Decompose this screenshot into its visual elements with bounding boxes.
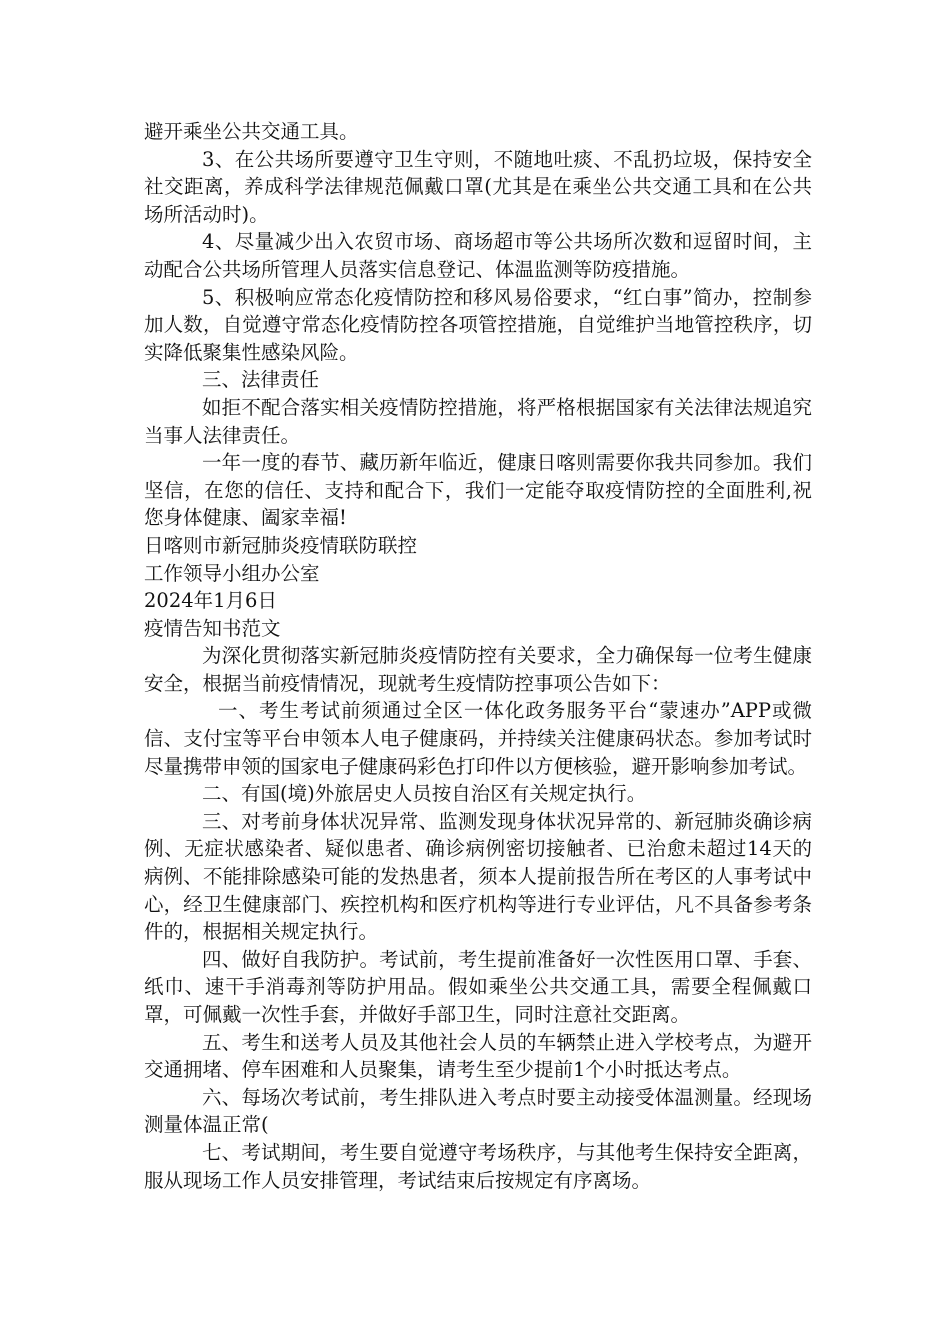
paragraph-rule-1: 一、考生考试前须通过全区一体化政务服务平台“蒙速办”APP或微信、支付宝等平台申领本人电子健康码，并持续关注健康码状态。参加考试时尽量携带申领的国家电子健康码彩色打印件以方便核验，避开影响参加考试。: [144, 699, 812, 778]
paragraph-rule-6: 六、每场次考试前，考生排队进入考点时要主动接受体温测量。经现场测量体温正常(: [144, 1085, 812, 1137]
paragraph-rule-5: 五、考生和送考人员及其他社会人员的车辆禁止进入学校考点，为避开交通拥堵、停车困难和人员聚集，请考生至少提前1个小时抵达考点。: [144, 1030, 812, 1082]
signature-office: 工作领导小组办公室: [144, 561, 320, 585]
paragraph-rule-3: 三、对考前身体状况异常、监测发现身体状况异常的、新冠肺炎确诊病例、无症状感染者、疑似患者、确诊病例密切接触者、已治愈未超过14天的病例、不能排除感染可能的发热患者，须本人提前报告所在考区的人事考试中心，经卫生健康部门、疾控机构和医疗机构等进行专业评估，凡不具备参考条件的，根据相关规定执行。: [144, 809, 812, 944]
document-title: 疫情告知书范文: [144, 616, 281, 640]
paragraph-rule-4: 四、做好自我防护。考试前，考生提前准备好一次性医用口罩、手套、纸巾、速干手消毒剂等防护用品。假如乘坐公共交通工具，需要全程佩戴口罩，可佩戴一次性手套，并做好手部卫生，同时注意社交距离。: [144, 947, 812, 1026]
section-heading-legal-responsibility: 三、法律责任: [202, 368, 320, 392]
paragraph-rule-7: 七、考试期间，考生要自觉遵守考场秩序，与其他考生保持安全距离，服从现场工作人员安排管理，考试结束后按规定有序离场。: [144, 1140, 812, 1192]
signature-date: 2024年1月6日: [144, 589, 277, 613]
signature-organization: 日喀则市新冠肺炎疫情联防联控: [144, 533, 418, 557]
paragraph-intro: 为深化贯彻落实新冠肺炎疫情防控有关要求，全力确保每一位考生健康安全，根据当前疫情情况，现就考生疫情防控事项公告如下：: [144, 644, 812, 695]
paragraph-item-3: 3、在公共场所要遵守卫生守则，不随地吐痰、不乱扔垃圾，保持安全社交距离，养成科学法律规范佩戴口罩(尤其是在乘坐公共交通工具和在公共场所活动时)。: [144, 147, 812, 226]
paragraph-item-4: 4、尽量减少出入农贸市场、商场超市等公共场所次数和逗留时间，主动配合公共场所管理人员落实信息登记、体温监测等防疫措施。: [144, 230, 812, 281]
paragraph-legal-responsibility: 如拒不配合落实相关疫情防控措施，将严格根据国家有关法律法规追究当事人法律责任。: [144, 395, 812, 447]
paragraph-closing: 一年一度的春节、藏历新年临近，健康日喀则需要你我共同参加。我们坚信，在您的信任、支持和配合下，我们一定能夺取疫情防控的全面胜利,祝您身体健康、阖家幸福!: [144, 451, 812, 530]
document-body: [144, 118, 812, 1194]
paragraph-continuation: 避开乘坐公共交通工具。: [144, 120, 359, 143]
paragraph-rule-2: 二、有国(境)外旅居史人员按自治区有关规定执行。: [202, 782, 647, 806]
paragraph-item-5: 5、积极响应常态化疫情防控和移风易俗要求，“红白事”简办，控制参加人数，自觉遵守常态化疫情防控各项管控措施，自觉维护当地管控秩序，切实降低聚集性感染风险。: [144, 285, 812, 364]
